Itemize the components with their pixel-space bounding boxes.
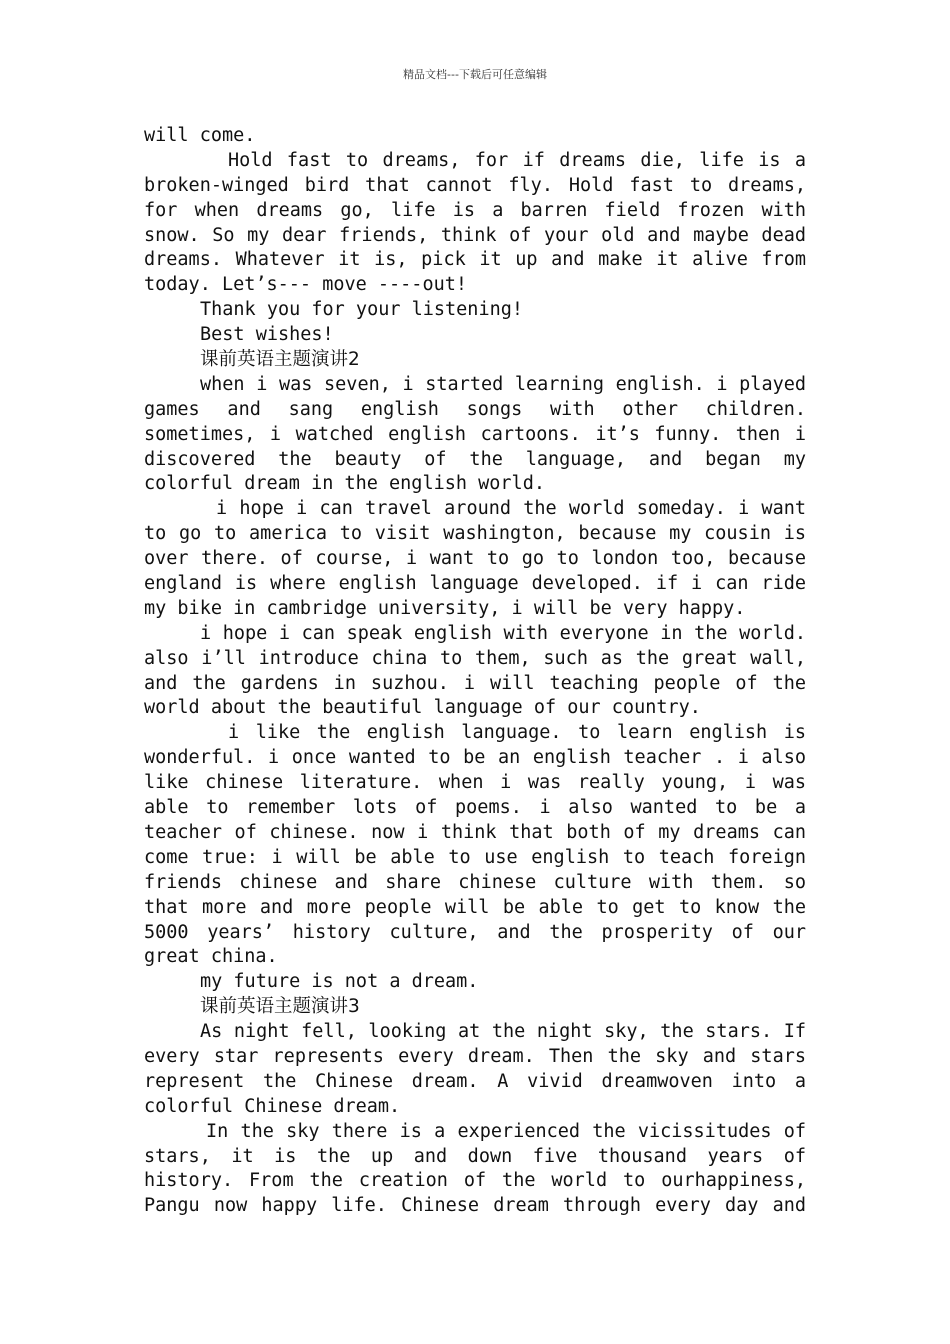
text-line: dreams. Whatever it is, pick it up and make it alive from [144, 249, 806, 271]
text-line: teacher of chinese. now i think that both of my dreams can [144, 821, 806, 843]
text-line: able to remember lots of poems. i also wanted to be a [144, 797, 806, 819]
text-line: Thank you for your listening! [200, 299, 524, 321]
text-line: when i was seven, i started learning english. i played [200, 373, 806, 395]
text-line: like chinese literature. when i was really young, i was [144, 772, 806, 794]
text-line: england is where english language developed. if i can ride [144, 573, 806, 595]
text-line: In the sky there is a experienced the vicissitudes of [206, 1120, 806, 1142]
text-line: i hope i can travel around the world someday. i want [216, 498, 806, 520]
text-line: 5000 years’ history culture, and the prosperity of our [144, 921, 806, 943]
text-line: broken-winged bird that cannot fly. Hold fast to dreams, [144, 174, 806, 196]
text-line: friends chinese and share chinese culture with them. so [144, 871, 806, 893]
text-line: come true: i will be able to use english to teach foreign [144, 846, 806, 868]
text-line: today. Let’s--- move ----out! [144, 274, 468, 296]
text-line: As night fell, looking at the night sky, the stars. If [200, 1021, 806, 1043]
text-line: Pangu now happy life. Chinese dream through every day and [144, 1195, 806, 1217]
text-line: over there. of course, i want to go to london too, because [144, 548, 806, 570]
text-line: great china. [144, 946, 278, 968]
text-line: snow. So my dear friends, think of your old and maybe dead [144, 224, 806, 246]
text-line: sometimes, i watched english cartoons. it’s funny. then i [144, 423, 806, 445]
text-line: and the gardens in suzhou. i will teaching people of the [144, 672, 806, 694]
text-line: to go to america to visit washington, because my cousin is [144, 523, 806, 545]
text-line: my future is not a dream. [200, 971, 479, 993]
text-line: every star represents every dream. Then the sky and stars [144, 1045, 806, 1067]
text-line: history. From the creation of the world to ourhappiness, [144, 1170, 806, 1192]
document-body [144, 124, 806, 1219]
text-line: Hold fast to dreams, for if dreams die, life is a [228, 149, 806, 171]
text-line: colorful Chinese dream. [144, 1095, 401, 1117]
text-line: my bike in cambridge university, i will be very happy. [144, 597, 746, 619]
text-line: games and sang english songs with other children. [144, 398, 806, 420]
text-line: i hope i can speak english with everyone in the world. [200, 622, 806, 644]
text-line: also i’ll introduce china to them, such as the great wall, [144, 647, 806, 669]
text-line: will come. [144, 125, 256, 146]
section-heading: 课前英语主题演讲2 [200, 349, 360, 371]
section-heading: 课前英语主题演讲3 [200, 996, 360, 1018]
text-line: for when dreams go, life is a barren field frozen with [144, 199, 806, 221]
text-line: discovered the beauty of the language, and began my [144, 448, 806, 470]
text-line: wonderful. i once wanted to be an english teacher . i also [144, 747, 806, 769]
text-line: world about the beautiful language of our country. [144, 697, 701, 719]
text-line: stars, it is the up and down five thousand years of [144, 1145, 806, 1167]
text-line: colorful dream in the english world. [144, 473, 545, 495]
page-header: 精品文档---下载后可任意编辑 [403, 68, 547, 81]
text-line: i like the english language. to learn english is [228, 722, 806, 744]
text-line: Best wishes! [200, 324, 334, 346]
text-line: represent the Chinese dream. A vivid dreamwoven into a [144, 1070, 806, 1092]
text-line: that more and more people will be able to get to know the [144, 896, 806, 918]
